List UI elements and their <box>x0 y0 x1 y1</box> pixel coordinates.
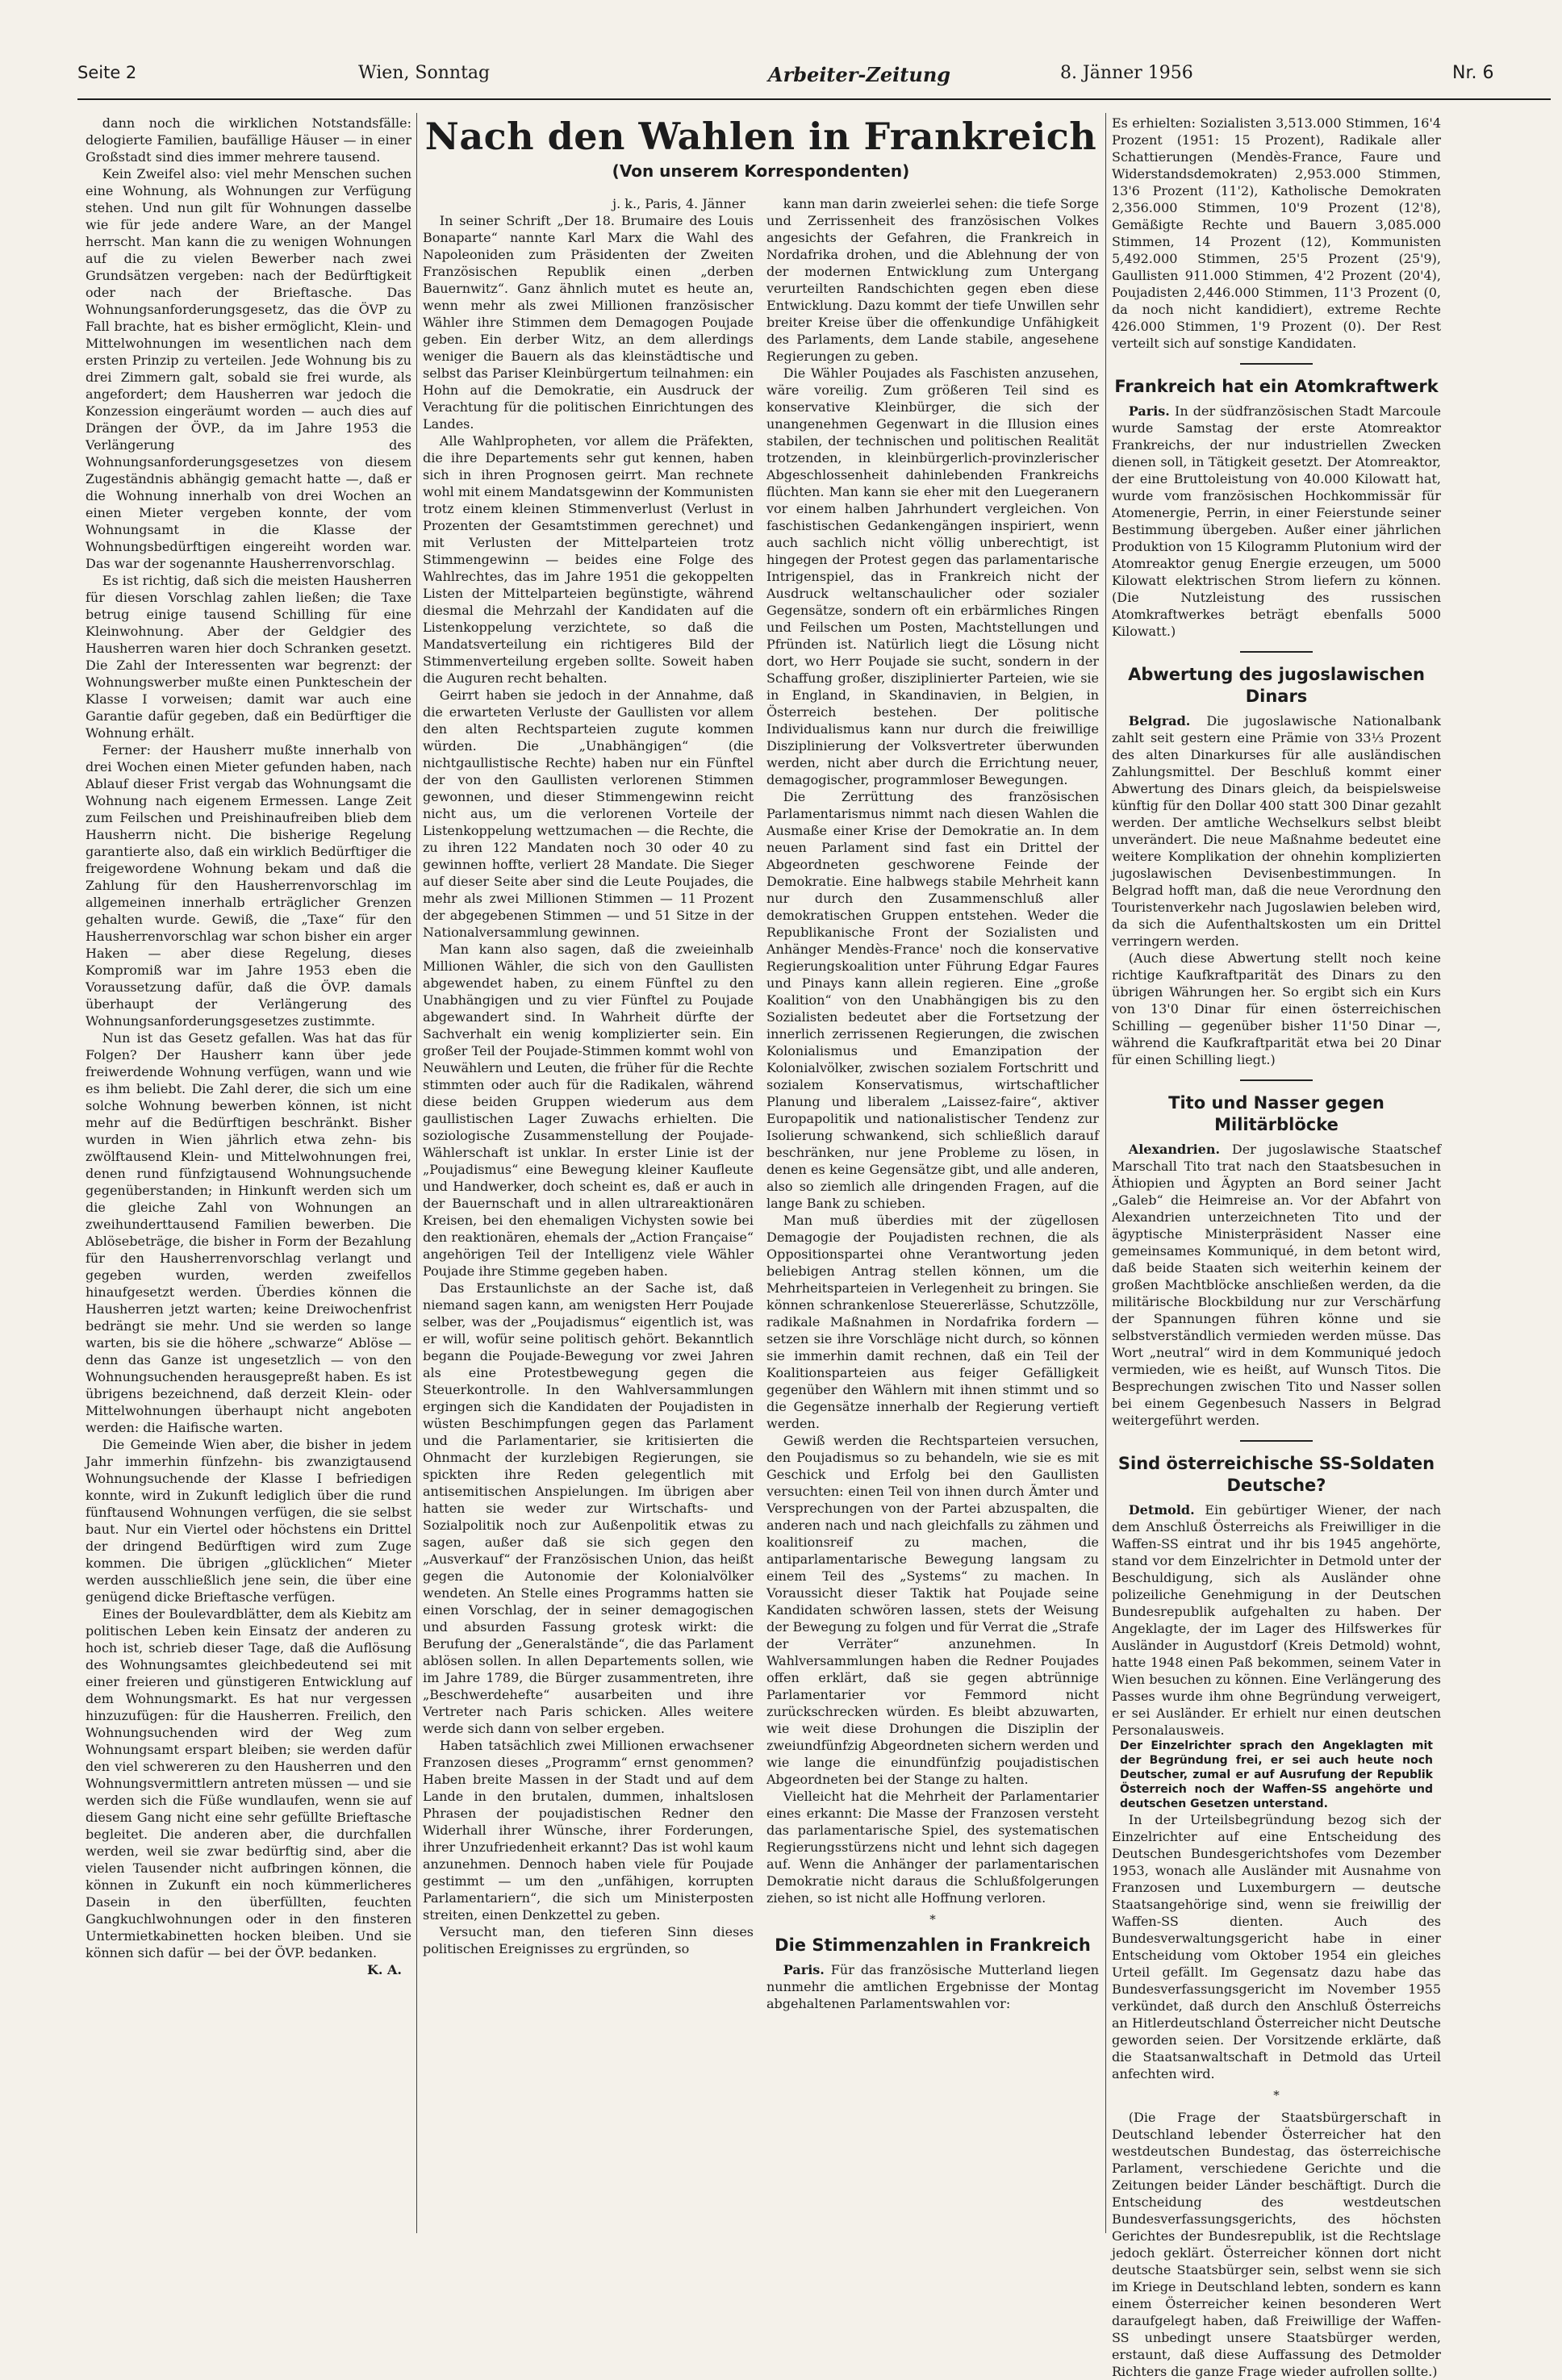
paragraph-text: Ein gebürtiger Wiener, der nach dem Anschluß Österreichs als Freiwilliger in die Waffen-SS eintrat und ihr bis 1945 angehörte, stand vor dem Einzelrichter in Detmold unter der Beschuldigung, sich als Ausländer ohne polizeiliche Genehmigung in der Deutschen Bundesrepublik aufgehalten zu haben. Der Angeklagte, der im Lager des Hilfswerkes für Ausländer in Augustdorf (Kreis Detmold) wohnt, hatte 1948 einen Paß bekommen, seinem Vater in Wien besuchen zu können. Eine Verlängerung des Passes wurde ihm ohne Begründung verweigert, er sei Ausländer. Er erhielt nur einen deutschen Personalausweis. <box>1112 1502 1441 1738</box>
column-france-article-2 <box>766 195 1099 2228</box>
paragraph: Es erhielten: Sozialisten 3,513.000 Stimmen, 16'4 Prozent (1951: 15 Prozent), Radikale aller Schattierungen (Mendès-France, Faure und Widerstandsdemokraten) 2,953.000 Stimmen, 13'6 Prozent (11'2), Katholische Demokraten 2,356.000 Stimmen, 10'9 Prozent (12'8), Gemäßigte Rechte und Bauern 3,085.000 Stimmen, 14 Prozent (12), Kommunisten 5,492.000 Stimmen, 25'5 Prozent (25'9), Gaullisten 911.000 Stimmen, 4'2 Prozent (20'4), Poujadisten 2,446.000 Stimmen, 11'3 Prozent (0, da noch nicht kandidiert), extreme Rechte 426.000 Stimmen, 1'9 Prozent (0). Der Rest verteilt sich auf sonstige Kandidaten. <box>1112 115 1441 351</box>
paragraph: Man kann also sagen, daß die zweieinhalb Millionen Wähler, die sich von den Gaullisten abgewendet haben, zu einem Fünftel zu den Unabhängigen und zu vier Fünftel zu Poujade abgewandert sind. In Wahrheit dürfte der Sachverhalt ein wenig komplizierter sein. Ein großer Teil der Poujade-Stimmen kommt wohl von Neuwählern und Leuten, die früher für die Rechte stimmten oder auch für die Radikalen, während diese beiden Gruppen wiederum aus dem gaullistischen Lager Zuwachs erhielten. Die soziologische Zusammenstellung der Poujade-Wählerschaft ist unklar. In erster Linie ist der „Poujadismus“ eine Bewegung kleiner Kaufleute und Handwerker, doch scheint es, daß er auch in der Bauernschaft und in allen ultrareaktionären Kreisen, bei den ehemaligen Vichysten sowie bei den reaktionären, ehemals der „Action Française“ angehörigen Teil der Intelligenz viele Wähler Poujade ihre Stimme gegeben haben. <box>423 942 754 1279</box>
article-headline: Nach den Wahlen in Frankreich <box>424 115 1097 158</box>
section-rule <box>1240 363 1313 365</box>
paragraph: kann man darin zweierlei sehen: die tiefe Sorge und Zerrissenheit des französischen Volkes angesichts der Gefahren, die Frankreich in Nordafrika drohen, und die Ablehnung der von der modernen Entwicklung zum Untergang verurteilten Randschichten gegen eben diese Entwicklung. Dazu kommt der tiefe Unwillen sehr breiter Kreise über die offenkundige Unfähigkeit des Parlaments, dem Lande stabile, angesehene Regierungen zu geben. <box>766 196 1099 364</box>
paragraph-text: Für das französische Mutterland liegen nunmehr die amtlichen Ergebnisse der Montag abgehaltenen Parlamentswahlen vor: <box>766 1962 1099 2011</box>
paragraph: dann noch die wirklichen Notstandsfälle: delogierte Familien, baufällige Häuser — in einer Großstadt sind dies immer mehrere tausend. <box>86 115 411 165</box>
page-number: Seite 2 <box>77 63 137 82</box>
paragraph: In der Urteilsbegründung bezog sich der Einzelrichter auf eine Entscheidung des Deutschen Bundesgerichtshofes vom Dezember 1953, wonach alle Ausländer mit Ausnahme von Franzosen und Luxemburgern — deutsche Staatsangehörige sind, wenn sie freiwillig der Waffen-SS dienten. Auch des Bundesverwaltungsgericht habe in einer Entscheidung vom Oktober 1954 ein gleiches Urteil gefällt. Im Gegensatz dazu habe das Bundesverfassungsgericht im November 1955 verkündet, daß durch den Anschluß Österreichs an Hitlerdeutschland Österreicher nicht Deutsche geworden seien. Der Vorsitzende erklärte, daß die Staatsanwaltschaft in Detmold das Urteil anfechten wird. <box>1112 1812 1441 2081</box>
paragraph: Die Zerrüttung des französischen Parlamentarismus nimmt nach diesen Wahlen die Ausmaße einer Krise der Demokratie an. In dem neuen Parlament sind fast ein Drittel der Abgeordneten geschworene Feinde der Demokratie. Eine halbwegs stabile Mehrheit kann nur durch den Zusammenschluß aller demokratischen Gruppen entstehen. Weder die Republikanische Front der Sozialisten und Anhänger Mendès-France' noch die konservative Regierungskoalition unter Führung Edgar Faures und Pinays kann allein regieren. Eine „große Koalition“ von den Unabhängigen bis zu den Sozialisten bedeutet aber die Fortsetzung der innerlich zerrissenen Regierungen, die zwischen Kolonialismus und Emanzipation der Kolonialvölker, zwischen sozialem Fortschritt und sozialem Konservatismus, wirtschaftlicher Planung und liberalem „Laissez-faire“, aktiver Europapolitik und nationalistischer Tendenz zur Isolierung schwankend, sich schließlich darauf beschränken, nur jene Probleme zu lösen, in denen es keine Gegensätze gibt, und alle anderen, also so ziemlich alle dringenden Fragen, auf die lange Bank zu schieben. <box>766 789 1099 1211</box>
paragraph: Geirrt haben sie jedoch in der Annahme, daß die erwarteten Verluste der Gaullisten vor allem den alten Rechtsparteien zugute kommen würden. Die „Unabhängigen“ (die nichtgaullistische Rechte) haben nur ein Fünftel der von den Gaullisten verlorenen Stimmen gewonnen, und dieser Stimmengewinn reicht nicht aus, um die verlorenen Vorteile der Listenkoppelung wettzumachen — die Rechte, die zu ihren 122 Mandaten noch 30 oder 40 zu gewinnen hoffte, verliert 28 Mandate. Die Sieger auf dieser Seite aber sind die Leute Poujades, die mehr als zwei Millionen Stimmen — 11 Prozent der abgegebenen Stimmen — und 51 Sitze in der Nationalversammlung gewinnen. <box>423 687 754 940</box>
paragraph <box>766 1961 1099 2012</box>
paragraph: Nun ist das Gesetz gefallen. Was hat das für Folgen? Der Hausherr kann über jede freiwerdende Wohnung verfügen, wann und wie es ihm beliebt. Die Zahl derer, die sich um eine solche Wohnung bewerben können, ist nicht mehr auf die Bedürftigen beschränkt. Bisher wurden in Wien jährlich etwa zehn- bis zwölftausend Klein- und Mittelwohnungen frei, denen rund fünfzigtausend Wohnungsuchende gegenüberstanden; in Hinkunft werden sich um die gleiche Zahl von Wohnungen an zweihunderttausend Familien bewerben. Die Ablösebeträge, die bisher in Form der Bezahlung für den Hausherrenvorschlag verlangt und gegeben wurden, werden zweifellos hinaufgesetzt werden. Überdies können die Hausherren jetzt warten; keine Dreiwochenfrist bedrängt sie mehr. Und sie werden so lange warten, bis sie die höhere „schwarze“ Ablöse — denn das Ganze ist ungesetzlich — von den Wohnungsuchenden herausgepreßt haben. Es ist übrigens bezeichnend, daß derzeit Klein- oder Mittelwohnungen überhaupt nicht angeboten werden: die Haifische warten. <box>86 1030 411 1435</box>
paragraph: Eines der Boulevardblätter, dem als Kiebitz am politischen Leben kein Einsatz der anderen zu hoch ist, schrieb dieser Tage, daß die Auflösung des Wohnungsamtes gleichbedeutend sei mit einer freieren und günstigeren Entwicklung auf dem Wohnungsmarkt. Es hat nur vergessen hinzuzufügen: für die Hausherren. Freilich, den Wohnungsuchenden wird der Weg zum Wohnungsamt erspart bleiben; sie werden dafür den viel schwereren zu den Hausherren und den Wohnungsvermittlern antreten müssen — und sie werden sich die Füße wundlaufen, wenn sie auf diesem Gang nicht eine sehr gefüllte Brieftasche begleitet. Die anderen aber, die durchfallen werden, weil sie zwar bedürftig sind, aber die vielen Tausender nicht aufbringen können, die können in Zukunft ein noch kümmerlicheres Dasein in den überfüllten, feuchten Gangkuchlwohnungen oder in den finsteren Untermietkabinetten hocken bleiben. Und sie können sich dafür — bei der ÖVP. bedanken. <box>86 1606 411 1960</box>
paragraph: Haben tatsächlich zwei Millionen erwachsener Franzosen dieses „Programm“ ernst genommen? Haben breite Massen in der Stadt und auf dem Lande in den brutalen, dummen, inhaltslosen Phrasen der poujadistischen Redner den Widerhall ihrer Wünsche, ihrer Forderungen, ihrer Unzufriedenheit erkannt? Das ist wohl kaum anzunehmen. Dennoch haben viele für Poujade gestimmt — um den „unfähigen, korrupten Parlamentariern“, die sich um Ministerposten streiten, einen Denkzettel zu geben. <box>423 1738 754 1923</box>
paragraph-text: Der jugoslawische Staatschef Marschall Tito trat nach den Staatsbesuchen in Äthiopien und Ägypten an Bord seiner Jacht „Galeb“ die Heimreise an. Vor der Abfahrt von Alexandrien unterzeichneten Tito und der ägyptische Ministerpräsident Nasser eine gemeinsames Kommuniqué, in dem betont wird, daß beide Staaten sich weiterhin keinem der großen Machtblöcke anschließen werden, da die militärische Blockbildung nur zur Verschärfung der Spannungen führen könne und sie selbstverständlich vermieden werden müsse. Das Wort „neutral“ wird in dem Kommuniqué jedoch vermieden, wie es heißt, auf Wunsch Titos. Die Besprechungen zwischen Tito und Nasser sollen bei einem Gegenbesuch Nassers in Belgrad weitergeführt werden. <box>1112 1142 1441 1428</box>
paragraph: Ferner: der Hausherr mußte innerhalb von drei Wochen einen Mieter gefunden haben, nach Ablauf dieser Frist vergab das Wohnungsamt die Wohnung nach eigenem Ermessen. Lange Zeit zum Feilschen und Preishinaufreiben blieb dem Hausherrn nicht. Die bisherige Regelung garantierte also, daß ein wirklich Bedürftiger die freigewordene Wohnung bekam und daß die Zahlung für den Hausherrenvorschlag im allgemeinen innerhalb erträglicher Grenzen gehalten wurde. Gewiß, die „Taxe“ für den Hausherrenvorschlag war schon bisher ein arger Haken — aber diese Regelung, dieses Kompromiß war im Jahre 1953 eben die Voraussetzung dafür, daß die ÖVP. damals überhaupt der Verlängerung des Wohnungsanforderungsgesetzes zustimmte. <box>86 742 411 1029</box>
section-rule <box>1240 1440 1313 1442</box>
issue-number: Nr. 6 <box>1452 63 1494 83</box>
section-title-tito-nasser: Tito und Nasser gegen Militärblöcke <box>1168 1093 1384 1134</box>
dateline: Alexandrien. <box>1128 1142 1221 1157</box>
bold-paragraph: Der Einzelrichter sprach den Angeklagten mit der Begründung frei, er sei auch heute noch Deutscher, zumal er auf Ausrufung der Republik Österreich noch der Waffen-SS angehörte und deutschen Gesetzen unterstand. <box>1120 1739 1433 1810</box>
paragraph: (Auch diese Abwertung stellt noch keine richtige Kaufkraftparität des Dinars zu den übrigen Währungen her. So ergibt sich ein Kurs von 13'0 Dinar für einen österreichischen Schilling — gegenüber bisher 11'50 Dinar —, während die Kaufkraftparität etwa bei 20 Dinar für einen Schilling liegt.) <box>1112 950 1441 1067</box>
paragraph <box>1112 712 1441 950</box>
section-title-ss-soldaten: Sind österreichische SS-Soldaten Deutsche? <box>1117 1454 1435 1495</box>
paragraph: Vielleicht hat die Mehrheit der Parlamentarier eines erkannt: Die Masse der Franzosen versteht das parlamentarische Spiel, des systematischen Regierungsstürzens nicht und lehnt sich dagegen auf. Wenn die Anhänger der parlamentarischen Demokratie nicht daraus die Schlußfolgerungen ziehen, so ist nicht alle Hoffnung verloren. <box>766 1789 1099 1906</box>
paragraph: Das Erstaunlichste an der Sache ist, daß niemand sagen kann, am wenigsten Herr Poujade selber, was der „Poujadismus“ eigentlich ist, was er will, wofür seine politisch gehört. Bekanntlich begann die Poujade-Bewegung vor zwei Jahren als eine Protestbewegung gegen die Steuerkontrolle. In den Wahlversammlungen ergingen sich die Kandidaten der Poujadisten in wüsten Beschimpfungen gegen das Parlament und die Parlamentarier, sie kritisierten die Ohnmacht der kurzlebigen Regierungen, sie spickten ihre Reden gelegentlich mit antisemitischen Anspielungen. Im übrigen aber hatten sie weder zur Wirtschafts- und Sozialpolitik noch zur Außenpolitik etwas zu sagen, außer daß sie sich gegen den „Ausverkauf“ der Französischen Union, das heißt gegen die Autonomie der Kolonialvölker wendeten. An Stelle eines Programms hatten sie einen Vorschlag, der in seiner demagogischen und absurden Fassung grotesk wirkt: die Berufung der „Generalstände“, die das Parlament ablösen sollen. In allen Departements sollen, wie im Jahre 1789, die Bürger zusammentreten, ihre „Beschwerdehefte“ ausarbeiten und ihre Vertreter nach Paris schicken. Alles weitere werde sich dann von selber ergeben. <box>423 1280 754 1736</box>
paragraph-text: In der südfranzösischen Stadt Marcoule wurde Samstag der erste Atomreaktor Frankreichs, der nur industriellen Zwecken dienen soll, in Tätigkeit gesetzt. Der Atomreaktor, der eine Bruttoleistung von 40.000 Kilowatt hat, wurde vom französischen Hochkommissär für Atomenergie, Perrin, in einer Feierstunde seiner Bestimmung übergeben. Außer einer jährlichen Produktion von 15 Kilogramm Plutonium wird der Atomreaktor genug Energie erzeugen, um 5000 Kilowatt elektrischen Strom liefern zu können. (Die Nutzleistung des russischen Atomkraftwerkes beträgt ebenfalls 5000 Kilowatt.) <box>1112 403 1441 639</box>
paragraph: Alle Wahlpropheten, vor allem die Präfekten, die ihre Departements sehr gut kennen, haben sich in ihren Prognosen geirrt. Man rechnete wohl mit einem Mandatsgewinn der Kommunisten trotz einem kleinen Stimmenverlust (Verlust in Prozenten der Gesamtstimmen gerechnet) und mit Verlusten der Mittelparteien trotz Stimmengewinn — beides eine Folge des Wahlrechtes, das im Jahre 1951 die gekoppelten Listen der Mittelparteien begünstigte, während diesmal die Mehrzahl der Kandidaten auf die Listenkoppelung verzichtete, so daß die Mandatsverteilung ein richtigeres Bild der Stimmenverteilung ergeben sollte. Soweit haben die Auguren recht behalten. <box>423 433 754 686</box>
paragraph <box>1112 1501 1441 1739</box>
paragraph: Man muß überdies mit der zügellosen Demagogie der Poujadisten rechnen, die als Oppositionspartei ohne Verantwortung jeden beliebigen Antrag stellen können, um die Mehrheitsparteien in Verlegenheit zu bringen. Sie können schrankenlose Steuererlässe, Schutzzölle, radikale Maßnahmen in Nordafrika fordern — setzen sie ihre Vorschläge nicht durch, so können sie immerhin damit rechnen, daß ein Teil der Koalitionsparteien aus feiger Gefälligkeit gegenüber den Wählern mit ihnen stimmt und so die Gegensätze innerhalb der Regierung vertieft werden. <box>766 1213 1099 1431</box>
paragraph: Die Gemeinde Wien aber, die bisher in jedem Jahr immerhin fünfzehn- bis zwanzigtausend Wohnungsuchende der Klasse I befriedigen konnte, wird in Zukunft lediglich über die rund fünftausend Wohnungen verfügen, die sie selbst baut. Nur ein Viertel oder höchstens ein Drittel der dringend Bedürftigen wird zum Zuge kommen. Die übrigen „glücklichen“ Mieter werden ausschließlich jene sein, die über eine genügend dicke Brieftasche verfügen. <box>86 1437 411 1605</box>
paragraph: Versucht man, den tieferen Sinn dieses politischen Ereignisses zu ergründen, so <box>423 1924 754 1956</box>
section-title-stimmenzahlen: Die Stimmenzahlen in Frankreich <box>775 1935 1091 1955</box>
section-title-dinar: Abwertung des jugoslawischen Dinars <box>1128 665 1425 706</box>
section-separator-star: * <box>1273 2088 1280 2102</box>
dateline: Paris. <box>783 1962 825 1977</box>
section-rule <box>1240 651 1313 653</box>
section-separator-star: * <box>929 1912 936 1927</box>
column-divider <box>416 113 417 2233</box>
paragraph <box>1112 1141 1441 1429</box>
section-rule <box>1240 1079 1313 1081</box>
paragraph: Kein Zweifel also: viel mehr Menschen suchen eine Wohnung, als Wohnungen zur Verfügung stehen. Und nun gilt für Wohnungen dasselbe wie für jede andere Ware, an der Mangel herrscht. Man kann die zu wenigen Wohnungen auf die zu vielen Bewerber nach zwei Grundsätzen vergeben: nach der Bedürftigkeit oder nach der Brieftasche. Das Wohnungsanforderungsgesetz, das die ÖVP zu Fall brachte, hat es bisher ermöglicht, Klein- und Mittelwohnungen im wesentlichen nach dem ersten Prinzip zu verteilen. Jede Wohnung bis zu drei Zimmern galt, sobald sie frei wurde, als angefordert; dem Hausherren war jedoch die Konzession eingeräumt worden — auch dies auf Drängen der ÖVP., da im Jahre 1953 die Verlängerung des Wohnungsanforderungsgesetzes von diesem Zugeständnis abhängig gemacht hatte —, daß er die Wohnung innerhalb von drei Wochen an einen Mieter vergeben konnte, der vom Wohnungsamt in die Klasse der Wohnungsbedürftigen eingereiht worden war. Das war der sogenannte Hausherrenvorschlag. <box>86 166 411 571</box>
article-subhead: (Von unserem Korrespondenten) <box>612 161 910 181</box>
byline: j. k., Paris, 4. Jänner <box>612 196 746 211</box>
dateline: Paris. <box>1128 403 1170 419</box>
issue-date: 8. Jänner 1956 <box>1060 63 1193 83</box>
column-divider <box>1105 113 1106 2233</box>
column-france-article-1 <box>423 195 754 2228</box>
section-title-atomkraftwerk: Frankreich hat ein Atomkraftwerk <box>1114 377 1439 396</box>
paragraph: Die Wähler Poujades als Faschisten anzusehen, wäre voreilig. Zum größeren Teil sind es konservative Kleinbürger, die sich der unangenehmen Gegenwart in die Illusion eines stabilen, der technischen und politischen Realität trotzenden, in kleinbürgerlich-provinzlerischer Abgeschlossenheit dahinlebenden Frankreichs flüchten. Man kann sie eher mit den Luegeranern vor einem halben Jahrhundert vergleichen. Von faschistischen Gedankengängen inspiriert, wenn auch sachlich nicht völlig unberechtigt, ist hingegen der Protest gegen das parlamentarische Intrigenspiel, das in Frankreich nicht der Ausdruck weltanschaulicher oder sozialer Gegensätze, sondern oft ein erbärmliches Ringen und Feilschen um Posten, Machtstellungen und Pfründen ist. Natürlich liegt die Lösung nicht dort, wo Herr Poujade sie sucht, sondern in der Schaffung großer, disziplinierter Parteien, wie sie in England, in Skandinavien, in Belgien, in Österreich bestehen. Der politische Individualismus kann nur durch die freiwillige Disziplinierung der Volksvertreter überwunden werden, nicht aber durch die Errichtung neuer, demagogischer, programmloser Bewegungen. <box>766 365 1099 787</box>
paragraph: (Die Frage der Staatsbürgerschaft in Deutschland lebender Österreicher hat den westdeutschen Bundestag, das österreichische Parlament, verschiedene Gerichte und die Zeitungen beider Länder beschäftigt. Durch die Entscheidung des westdeutschen Bundesverfassungsgerichts, des höchsten Gerichtes der Bundesrepublik, ist die Rechtslage jedoch geklärt. Österreicher können dort nicht deutsche Staatsbürger sein, selbst wenn sie sich im Kriege in Deutschland lebten, sondern es kann einem Österreicher keinen besonderen Wert daraufgelegt haben, daß Freiwillige der Waffen-SS unbedingt unsere Staatsbürger werden, erstaunt, daß diese Auffassung des Detmolder Richters die ganze Frage wieder aufrollen sollte.) <box>1112 2110 1441 2379</box>
paragraph <box>1112 403 1441 640</box>
column-housing-article <box>86 115 411 2228</box>
paragraph: Gewiß werden die Rechtsparteien versuchen, den Poujadismus so zu behandeln, wie sie es mit Geschick und Erfolg bei den Gaullisten versuchten: einen Teil von ihnen durch Ämter und Versprechungen von der Partei abzuspalten, die anderen nach und nach gleichfalls zu zähmen und koalitionsreif zu machen, die antiparlamentarische Bewegung langsam zu einem Teil des „Systems“ zu machen. In Voraussicht dieser Taktik hat Poujade seine Kandidaten schwören lassen, stets der Weisung der Bewegung zu folgen und für Verrat die „Strafe der Verräter“ anzunehmen. In Wahlversammlungen haben die Redner Poujades offen erklärt, daß sie gegen abtrünnige Parlamentarier vor Femmord nicht zurückschrecken würden. Es bleibt abzuwarten, wie weit diese Drohungen die Disziplin der zweiundfünfzig Abgeordneten sichern werden und wie lange die einundfünfzig poujadistischen Abgeordneten bei der Stange zu halten. <box>766 1433 1099 1787</box>
masthead <box>77 56 1562 89</box>
paragraph: In seiner Schrift „Der 18. Brumaire des Louis Bonaparte“ nannte Karl Marx die Wahl des Napoleoniden zum Präsidenten der Zweiten Französischen Republik einen „derben Bauernwitz“. Ganz ähnlich mutet es heute an, wenn mehr als zwei Millionen französischer Wähler ihre Stimmen dem Demagogen Poujade geben. Ein derber Witz, an dem allerdings weniger die Bauern als das kleinstädtische und selbst das Pariser Kleinbürgertum teilnahmen: ein Hohn auf die Demokratie, ein Ausdruck der Verachtung für die politischen Einrichtungen des Landes. <box>423 213 754 432</box>
paragraph-text: Die jugoslawische Nationalbank zahlt seit gestern eine Prämie von 33⅓ Prozent des alten Dinarkurses für alle ausländischen Zahlungsmittel. Der Beschluß kommt einer Abwertung des Dinars gleich, da beispielsweise künftig für den Dollar 400 statt 300 Dinar gezahlt werden. Der amtliche Wechselkurs selbst bleibt unverändert. Die neue Maßnahme bedeutet eine weitere Komplikation der ohnehin komplizierten jugoslawischen Devisenbestimmungen. In Belgrad hofft man, daß die neue Verordnung den Touristenverkehr nach Jugoslawien beleben wird, da sich die Aufenthaltskosten um ein Drittel verringern werden. <box>1112 713 1441 949</box>
dateline: Detmold. <box>1128 1502 1195 1518</box>
author-signature: K. A. <box>366 1962 402 1977</box>
dateline: Belgrad. <box>1128 713 1191 729</box>
paragraph: Es ist richtig, daß sich die meisten Hausherren für diesen Vorschlag zahlen ließen; die Taxe betrug einige tausend Schilling für eine Kleinwohnung. Aber der Geldgier des Hausherren waren hier doch Schranken gesetzt. Die Zahl der Interessenten war begrenzt: der Wohnungswerber mußte einen Punkteschein der Klasse I vorweisen; damit war auch eine Garantie dafür gegeben, daß ein Bedürftiger die Wohnung erhält. <box>86 573 411 741</box>
place-day: Wien, Sonntag <box>358 63 491 83</box>
column-news-briefs <box>1112 115 1441 2379</box>
newspaper-name: Arbeiter-Zeitung <box>768 63 951 86</box>
masthead-rule <box>77 98 1551 100</box>
